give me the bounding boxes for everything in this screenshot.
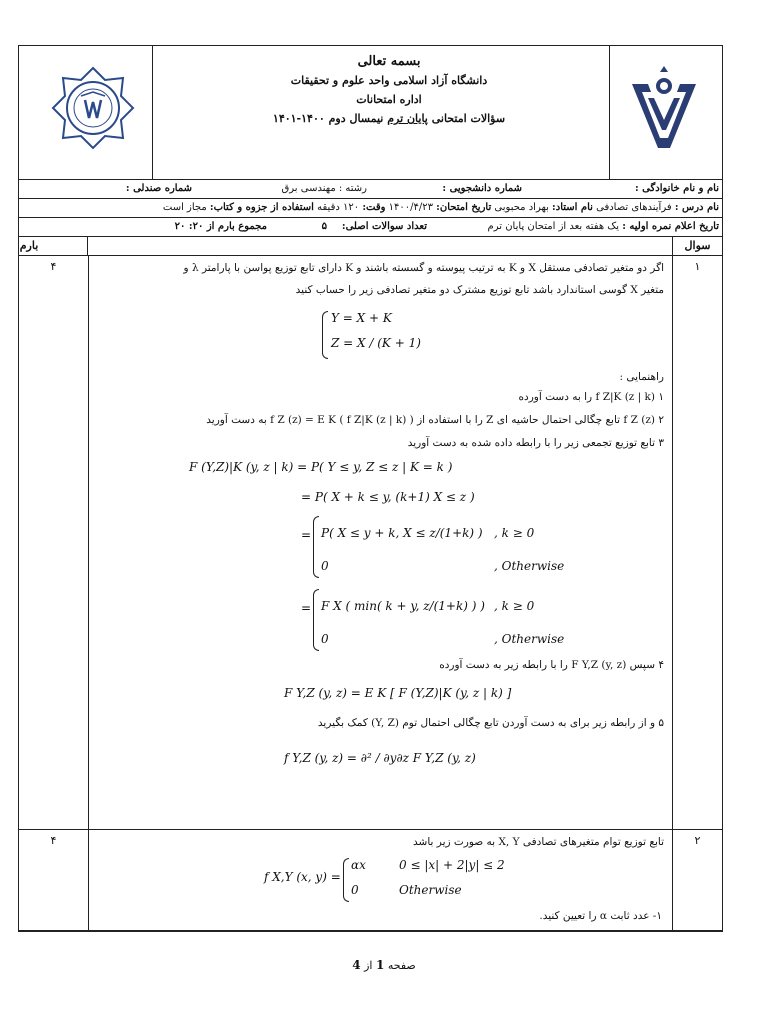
student-info [18, 180, 723, 237]
basmala: بسمه تعالی [357, 54, 421, 69]
name-label: نام و نام خانوادگی : [635, 183, 719, 194]
azad-university-logo-icon [624, 64, 704, 156]
col-question-header: سوال [672, 237, 722, 255]
course-name: فرآیندهای تصادفی [596, 202, 672, 213]
table-header-row [19, 237, 722, 256]
header-titles [154, 52, 624, 128]
question-number: ۲ [672, 830, 722, 930]
question-body: اگر دو متغیر تصادفی مستقل X و K به ترتیب پیوسته و گسسته باشند و K دارای تابع توزیع پواسن با پارامتر λ و متغیر X گوسی استاندارد باشد تابع توزیع مشترک دو متغیر تصادفی زیر را حساب کنید Y = X + K Z = X / (K + 1) راهنمایی : ۱ f Z|K (z | k) را به دست آورده ۲ f Z (z) تابع چگالی احتمال حاشیه ای Z را با استفاده از f Z (z) = E K ( f Z|K (z | k) ) به دست آورید ۳ تابع توزیع تجمعی زیر را با رابطه داده شده به دست آورید F (Y,Z)|K (y, z | k) = P( Y ≤ y, Z ≤ z | K = k ) = P( X + k ≤ y, (k+1) X ≤ z ) = P( X ≤ y + k, X ≤ z/(1+k) ) , k ≥ 0 0 , Otherwise = F X ( min( k + y, z/(1+k) ) ) , k ≥ 0 0 , Otherwise ۴ سپس F Y,Z (y, z) را با رابطه زیر به دست آورده F Y,Z (y, z) = E K [ F (Y,Z)|K (y, z | k) ] ۵ و از رابطه زیر برای به دست آوردن تابع چگالی احتمال توم (Y, Z) کمک بگیرید f Y,Z (y, z) = ∂² / ∂y∂z F Y,Z (y, z) [183, 262, 664, 765]
page-total: 4 [352, 958, 361, 972]
exam-title: سؤالات امتحانی پایان ترم نیمسال دوم ۱۴۰۰-۱۴۰۱ [272, 112, 506, 125]
exam-date: ۱۴۰۰/۴/۲۳ [388, 202, 433, 213]
page-number: 1 [375, 958, 385, 972]
exam-duration: ۱۲۰ دقیقه [317, 202, 360, 213]
total-marks: مجموع بارم از ۲۰: ۲۰ [174, 221, 267, 232]
questions-table [18, 237, 723, 932]
question-mark: ۴ [19, 830, 89, 930]
book-permission: مجاز است [162, 202, 207, 213]
announce-date: یک هفته بعد از امتحان پایان ترم [487, 221, 620, 232]
question-1-row [19, 256, 722, 830]
exam-page [18, 45, 723, 932]
field-label: رشته : مهندسی برق [281, 183, 367, 194]
col-mark-header: بارم [19, 239, 39, 252]
student-no-label: شماره دانشجویی : [442, 183, 522, 194]
university-name: دانشگاه آزاد اسلامی واحد علوم و تحقیقات [290, 74, 488, 87]
question-number: ۱ [672, 256, 722, 829]
exam-header [18, 45, 723, 180]
department-name: اداره امتحانات [356, 93, 422, 106]
question-2-row [19, 830, 722, 931]
question-body: تابع توزیع توام متغیرهای تصادفی X, Y به صورت زیر باشد f X,Y (x, y) = αx 0 ≤ |x| + 2|y| ≤ 2 0 Otherwise ۱- عدد ثابت α را تعیین کنید. [264, 836, 664, 922]
info-row-name [19, 180, 722, 199]
question-count: ۵ [321, 221, 327, 232]
info-row-announce: تاریخ اعلام نمره اولیه : یک هفته بعد از امتحان پایان ترم تعداد سوالات اصلی: ۵ مجموع بارم از ۲۰: ۲۰ [174, 221, 719, 232]
info-row-course: نام درس : فرآیندهای تصادفی نام استاد: بهراد محبوبی تاریخ امتحان: ۱۴۰۰/۴/۲۳ وقت: ۱۲۰ دقیقه استفاده از جزوه و کتاب: مجاز است [19, 199, 722, 218]
question-mark: ۴ [19, 256, 89, 829]
teacher-name: بهراد محبوبی [494, 202, 549, 213]
seat-label: شماره صندلی : [125, 183, 192, 194]
university-seal-icon [51, 66, 135, 150]
page-footer: صفحه 1 از 4 [352, 958, 416, 972]
